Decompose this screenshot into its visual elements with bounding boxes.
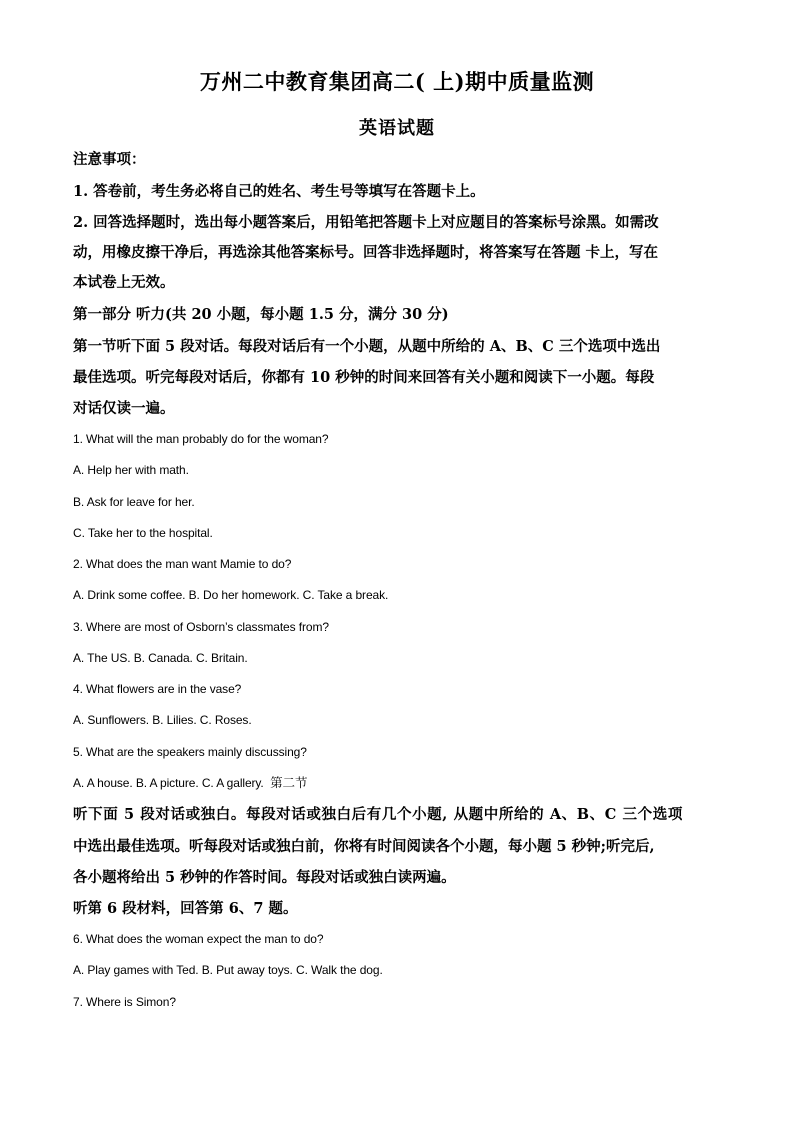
question-5: 5. What are the speakers mainly discussing?	[73, 745, 307, 759]
notes-heading: 注意事项：	[73, 151, 146, 168]
question-2: 2. What does the man want Mamie to do?	[73, 557, 292, 571]
question-6: 6. What does the woman expect the man to do?	[73, 932, 324, 946]
page-subtitle: 英语试题	[359, 118, 435, 139]
question-3-options: A. The US. B. Canada. C. Britain.	[73, 651, 248, 665]
page-title: 万州二中教育集团高二( 上)期中质量监测	[199, 69, 595, 94]
section-2-instructions-line-3: 各小题将给出 5 秒钟的作答时间。每段对话或独白读两遍。	[73, 869, 456, 886]
question-1: 1. What will the man probably do for the woman?	[73, 432, 329, 446]
question-4: 4. What flowers are in the vase?	[73, 682, 242, 696]
question-6-options: A. Play games with Ted. B. Put away toys. C. Walk the dog.	[73, 963, 383, 977]
question-1-option-b: B. Ask for leave for her.	[73, 495, 195, 509]
question-5-options	[73, 775, 307, 791]
question-1-option-a: A. Help her with math.	[73, 463, 189, 477]
notes-item-2-line-3: 本试卷上无效。	[73, 274, 175, 291]
notes-item-1: 1. 答卷前，考生务必将自己的姓名、考生号等填写在答题卡上。	[73, 183, 485, 200]
question-5-options-text: A. A house. B. A picture. C. A gallery.	[73, 776, 264, 790]
notes-item-2-line-1: 2. 回答选择题时，选出每小题答案后，用铅笔把答题卡上对应题目的答案标号涂黑。如需改	[73, 214, 659, 231]
section-1-instructions-line-2: 最佳选项。听完每段对话后，你都有 10 秒钟的时间来回答有关小题和阅读下一小题。每段	[73, 369, 655, 386]
question-3: 3. Where are most of Osborn’s classmates from?	[73, 620, 329, 634]
section-2-instructions-line-2: 中选出最佳选项。听每段对话或独白前，你将有时间阅读各个小题，每小题 5 秒钟;听完后,	[73, 838, 655, 855]
section-1-instructions-line-3: 对话仅读一遍。	[73, 400, 175, 417]
question-2-options: A. Drink some coffee. B. Do her homework. C. Take a break.	[73, 588, 389, 602]
material-6-heading: 听第 6 段材料，回答第 6、7 题。	[73, 900, 298, 917]
question-7: 7. Where is Simon?	[73, 995, 176, 1009]
question-1-option-c: C. Take her to the hospital.	[73, 526, 213, 540]
part-1-heading: 第一部分 听力(共 20 小题，每小题 1.5 分，满分 30 分)	[73, 306, 449, 323]
section-2-instructions-line-1: 听下面 5 段对话或独白。每段对话或独白后有几个小题, 从题中所给的 A、B、C 三个选项	[73, 806, 683, 823]
section-2-label: 第二节	[270, 775, 308, 790]
question-4-options: A. Sunflowers. B. Lilies. C. Roses.	[73, 713, 252, 727]
section-1-instructions-line-1: 第一节听下面 5 段对话。每段对话后有一个小题，从题中所给的 A、B、C 三个选项中选出	[73, 338, 661, 355]
notes-item-2-line-2: 动，用橡皮擦干净后，再选涂其他答案标号。回答非选择题时，将答案写在答题 卡上，写在	[73, 244, 659, 261]
